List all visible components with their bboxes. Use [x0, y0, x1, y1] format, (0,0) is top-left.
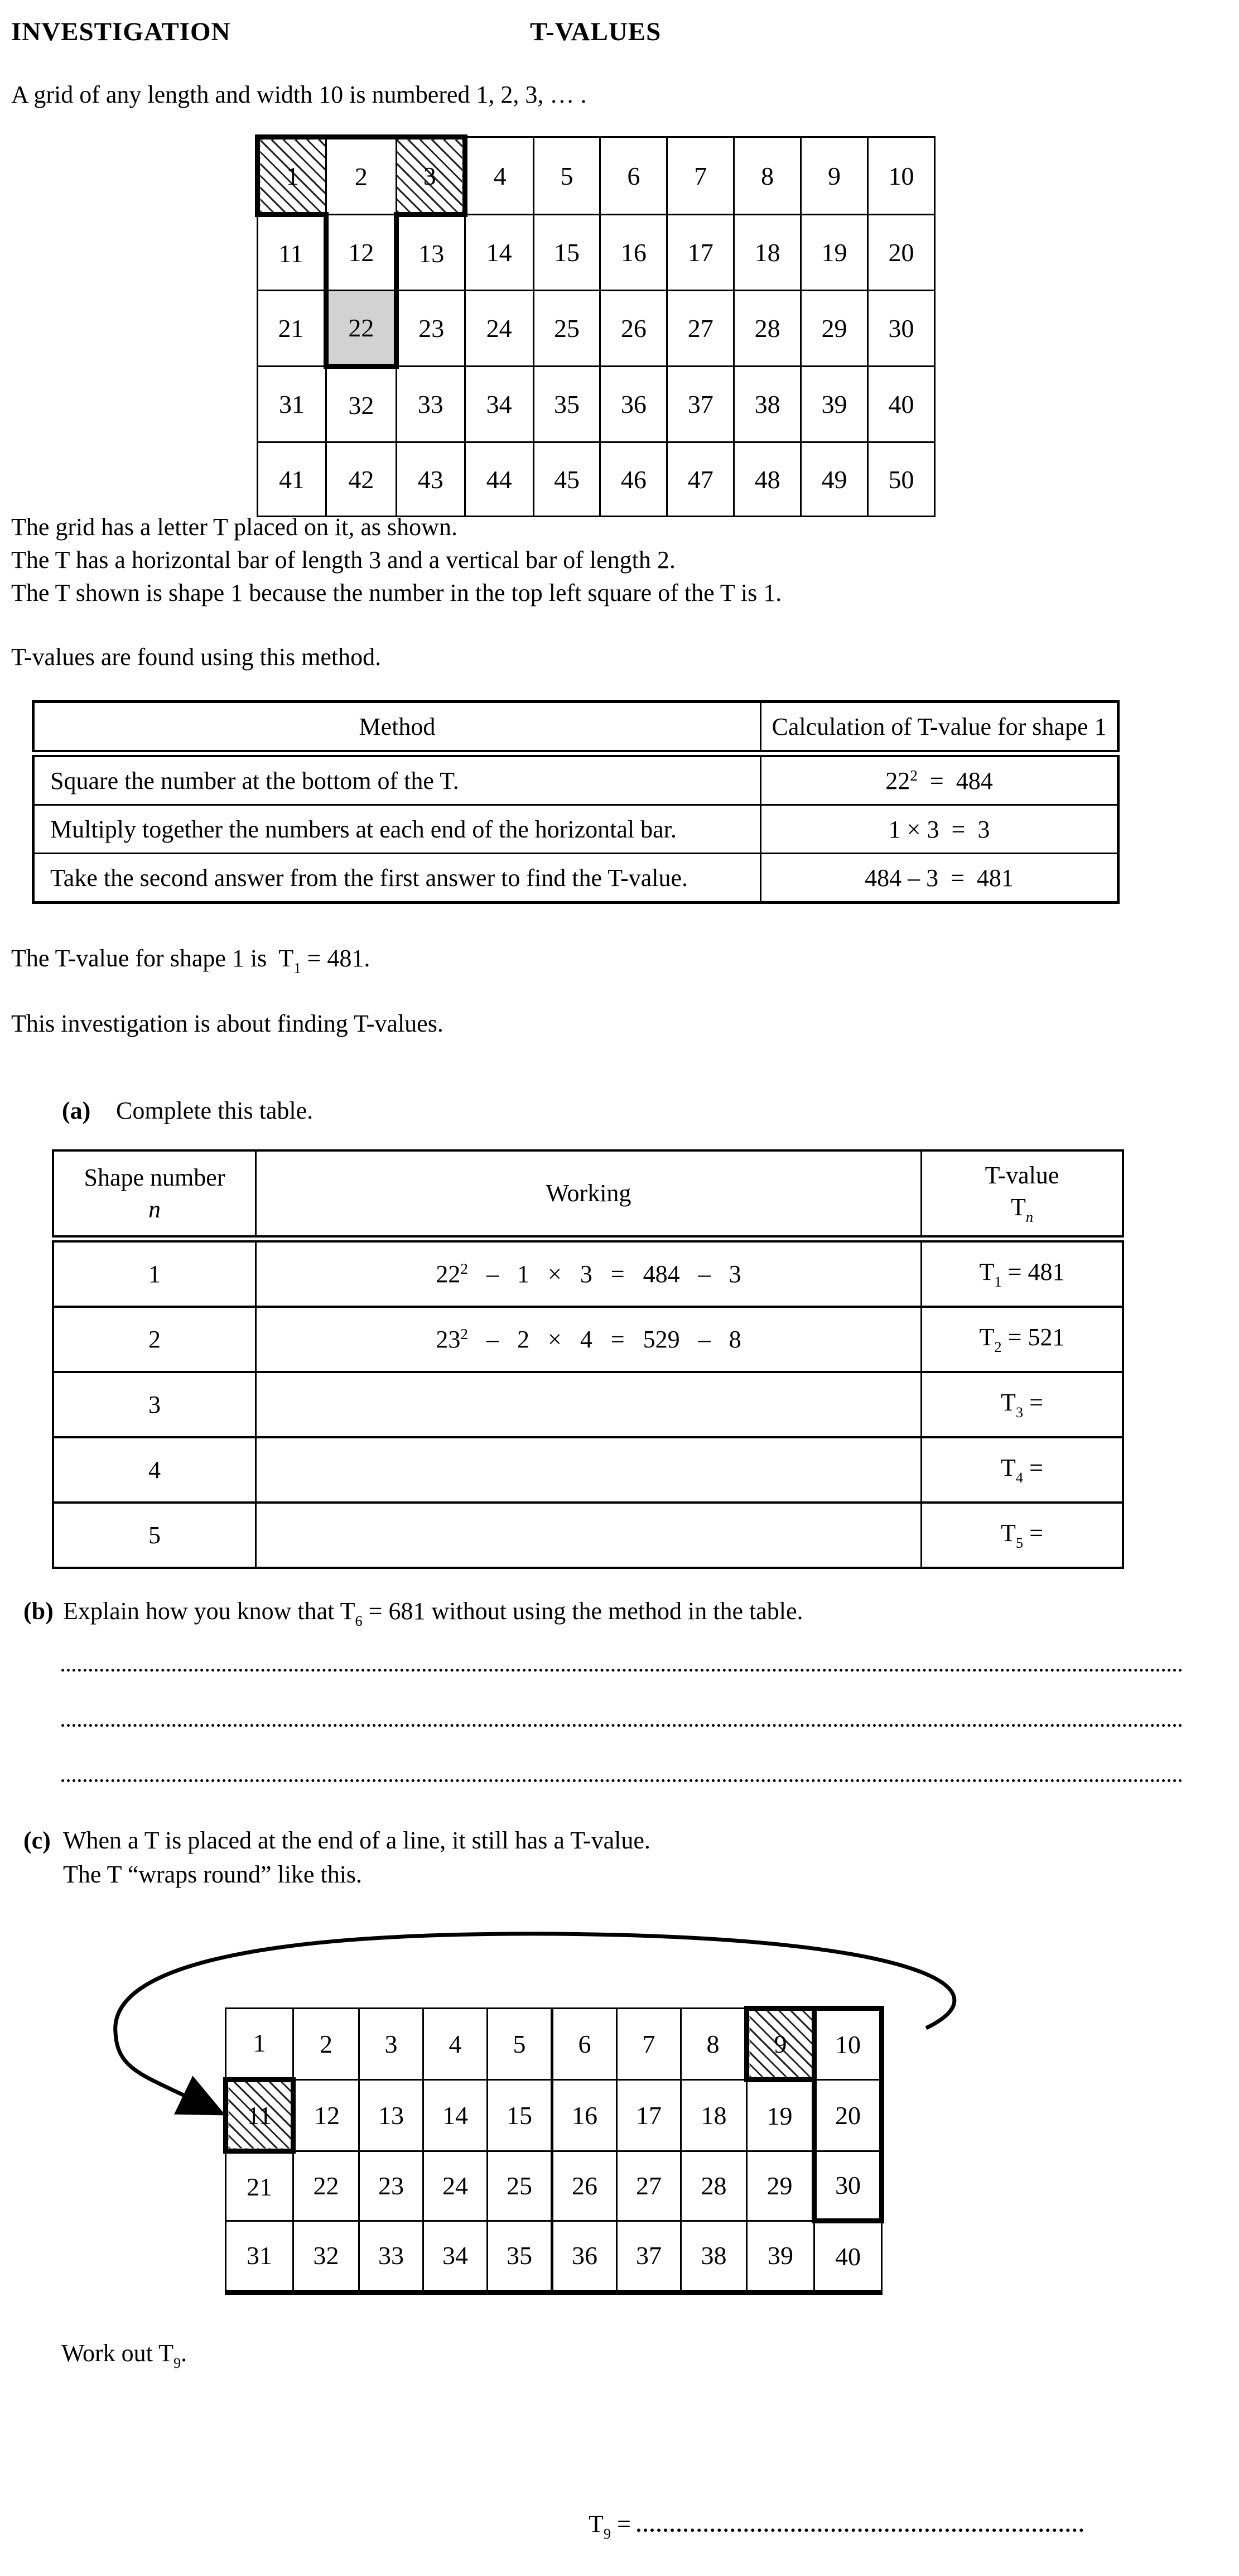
- method-table-row: [33, 754, 1119, 805]
- grid-cell-11: 11: [226, 2079, 293, 2151]
- t-value-5-blank[interactable]: [922, 1503, 1124, 1568]
- working-row-2: [53, 1307, 1123, 1372]
- para-line-2: The T has a horizontal bar of length 3 and a vertical bar of length 2.: [11, 546, 676, 574]
- grid-cell-18: 18: [734, 215, 801, 291]
- grid-cell-26: 26: [552, 2151, 617, 2221]
- grid-cell-20: 20: [867, 215, 934, 291]
- part-a-label: (a): [62, 1096, 91, 1124]
- grid-row: [226, 2221, 882, 2292]
- t9-equals: =: [611, 2510, 637, 2538]
- grid-cell-47: 47: [667, 442, 734, 517]
- work-out-t9: [61, 2339, 1239, 2372]
- working-3-blank[interactable]: [256, 1372, 922, 1437]
- calc-3-base: 484 – 3: [865, 864, 939, 892]
- grid-cell-34: 34: [423, 2221, 488, 2292]
- calc-1-exponent: 2: [910, 767, 918, 784]
- t-2-base: T: [979, 1323, 995, 1351]
- working-row-3: [53, 1372, 1123, 1437]
- working-1: [256, 1239, 922, 1307]
- header-n-symbol: n: [148, 1195, 161, 1223]
- header-tn-subscript: n: [1025, 1208, 1034, 1225]
- grid-cell-4: 4: [465, 137, 533, 215]
- answer-line-3[interactable]: [61, 1776, 1183, 1782]
- grid-cell-33: 33: [396, 367, 465, 442]
- grid-cell-13: 13: [359, 2079, 423, 2151]
- shape-number-5: 5: [53, 1503, 256, 1568]
- grid-cell-12: 12: [293, 2079, 359, 2151]
- working-2-exponent: 2: [460, 1325, 468, 1342]
- grid-cell-33: 33: [359, 2221, 423, 2292]
- grid-cell-7: 7: [667, 137, 734, 215]
- grid-cell-32: 32: [293, 2221, 359, 2292]
- grid-cell-12: 12: [326, 215, 396, 291]
- method-step-3: Take the second answer from the first answer to find the T-value.: [33, 854, 761, 903]
- part-c-line-2: The T “wraps round” like this.: [63, 1860, 363, 1888]
- grid-cell-39: 39: [747, 2221, 814, 2292]
- answer-line-1[interactable]: [61, 1665, 1183, 1672]
- working-row-4: [53, 1437, 1123, 1503]
- investigation-statement: This investigation is about finding T-values.: [11, 1009, 443, 1037]
- t-3-value: =: [1023, 1388, 1043, 1416]
- grid-cell-35: 35: [533, 367, 600, 442]
- t-description-paragraph: [11, 511, 1239, 609]
- part-b-heading: [23, 1597, 1239, 1630]
- header-tn-symbol: [922, 1193, 1122, 1226]
- grid-cell-24: 24: [465, 291, 533, 367]
- t1-value-statement: [11, 944, 1239, 977]
- grid-cell-44: 44: [465, 442, 533, 517]
- number-grid-1: [255, 134, 936, 517]
- grid-cell-10: 10: [814, 2008, 882, 2079]
- header-shape-number: [53, 1150, 256, 1239]
- t-3-base: T: [1001, 1388, 1016, 1416]
- grid-cell-32: 32: [326, 367, 396, 442]
- grid-cell-46: 46: [600, 442, 667, 517]
- header-shape-number-text: Shape number: [84, 1163, 225, 1191]
- t-5-value: =: [1023, 1519, 1043, 1547]
- t-1-value: = 481: [1001, 1258, 1065, 1285]
- grid-cell-21: 21: [226, 2151, 293, 2221]
- t-value-2: [922, 1307, 1124, 1372]
- t-5-base: T: [1001, 1519, 1016, 1547]
- grid-cell-5: 5: [533, 137, 600, 215]
- grid-cell-30: 30: [814, 2151, 882, 2221]
- grid-cell-23: 23: [359, 2151, 423, 2221]
- calc-step-2: [761, 805, 1119, 854]
- part-c-label: (c): [23, 1826, 51, 1854]
- method-step-2: Multiply together the numbers at each end of the horizontal bar.: [33, 805, 761, 854]
- grid-cell-23: 23: [396, 291, 465, 367]
- t1-statement-text: The T-value for shape 1 is T: [11, 945, 294, 972]
- grid-cell-21: 21: [258, 291, 326, 367]
- working-2-rest: – 2 × 4 = 529 – 8: [468, 1325, 741, 1353]
- grid-row: [258, 291, 935, 367]
- title-t-values: T-VALUES: [530, 17, 662, 46]
- grid-cell-20: 20: [814, 2079, 882, 2151]
- shape-number-3: 3: [53, 1372, 256, 1437]
- grid-cell-37: 37: [617, 2221, 681, 2292]
- t-value-1: [922, 1239, 1124, 1307]
- grid-row: [226, 2151, 882, 2221]
- t-value-3-blank[interactable]: [922, 1372, 1124, 1437]
- grid-cell-42: 42: [326, 442, 396, 517]
- grid-cell-34: 34: [465, 367, 533, 442]
- intro-text: A grid of any length and width 10 is numbered 1, 2, 3, … .: [11, 81, 587, 108]
- shape-number-2: 2: [53, 1307, 256, 1372]
- grid-cell-8: 8: [681, 2008, 747, 2079]
- grid-cell-50: 50: [867, 442, 934, 517]
- working-2-base: 23: [436, 1325, 461, 1353]
- grid-cell-28: 28: [681, 2151, 747, 2221]
- t-2-value: = 521: [1001, 1323, 1065, 1351]
- method-table-header-method: Method: [33, 702, 761, 754]
- header-t-value-text: T-value: [985, 1161, 1059, 1189]
- grid-cell-18: 18: [681, 2079, 747, 2151]
- t-1-subscript: 1: [994, 1273, 1002, 1290]
- grid-row: [258, 442, 935, 517]
- grid-cell-4: 4: [423, 2008, 488, 2079]
- grid-cell-22: 22: [293, 2151, 359, 2221]
- header-tn-base: T: [1010, 1193, 1026, 1221]
- grid-cell-16: 16: [600, 215, 667, 291]
- method-intro-text: T-values are found using this method.: [11, 643, 382, 671]
- header-working: Working: [256, 1150, 922, 1239]
- grid-cell-37: 37: [667, 367, 734, 442]
- header-t-value: [922, 1150, 1124, 1239]
- grid-cell-39: 39: [801, 367, 868, 442]
- para-line-3: The T shown is shape 1 because the number in the top left square of the T is 1.: [11, 579, 782, 606]
- grid-cell-38: 38: [734, 367, 801, 442]
- part-b-label: (b): [23, 1597, 54, 1625]
- calc-1-result: = 484: [917, 767, 993, 795]
- grid-cell-5: 5: [488, 2008, 552, 2079]
- grid-cell-49: 49: [801, 442, 868, 517]
- grid-cell-22: 22: [326, 291, 396, 367]
- grid-cell-1: 1: [258, 137, 326, 215]
- calc-2-result: = 3: [939, 815, 990, 843]
- shape-number-1: 1: [53, 1239, 256, 1307]
- grid-row: [258, 215, 935, 291]
- grid-cell-3: 3: [359, 2008, 423, 2079]
- grid-cell-17: 17: [667, 215, 734, 291]
- grid-row: [258, 137, 935, 215]
- grid-cell-8: 8: [734, 137, 801, 215]
- part-c-line-1: When a T is placed at the end of a line, it still has a T-value.: [63, 1826, 650, 1854]
- grid-cell-6: 6: [600, 137, 667, 215]
- grid1-clip-region: [255, 134, 936, 494]
- grid-cell-31: 31: [226, 2221, 293, 2292]
- t-4-subscript: 4: [1015, 1468, 1024, 1486]
- grid-cell-14: 14: [465, 215, 533, 291]
- working-table: [52, 1149, 1124, 1569]
- part-c-text: [63, 1823, 650, 1891]
- para-line-1: The grid has a letter T placed on it, as shown.: [11, 513, 457, 541]
- t9-answer-line: [589, 2510, 1083, 2543]
- grid-cell-35: 35: [488, 2221, 552, 2292]
- t9-answer-blank[interactable]: [637, 2510, 1083, 2532]
- calc-2-base: 1 × 3: [888, 815, 939, 843]
- grid-cell-38: 38: [681, 2221, 747, 2292]
- working-row-1: [53, 1239, 1123, 1307]
- grid-cell-3: 3: [396, 137, 465, 215]
- grid-cell-36: 36: [600, 367, 667, 442]
- grid-cell-30: 30: [867, 291, 934, 367]
- method-table-row: [33, 805, 1119, 854]
- grid-cell-24: 24: [423, 2151, 488, 2221]
- working-row-5: [53, 1503, 1123, 1568]
- part-b-text-pre: Explain how you know that T: [63, 1597, 355, 1625]
- calc-step-1: [761, 754, 1119, 805]
- calc-3-result: = 481: [938, 864, 1014, 892]
- working-table-header-row: [53, 1150, 1123, 1239]
- grid-cell-7: 7: [617, 2008, 681, 2079]
- method-table-header-row: [33, 702, 1119, 754]
- work-out-period: .: [181, 2339, 187, 2367]
- grid-cell-25: 25: [533, 291, 600, 367]
- calc-step-3: [761, 854, 1119, 903]
- method-table: [32, 700, 1120, 904]
- grid-cell-15: 15: [488, 2079, 552, 2151]
- grid-cell-25: 25: [488, 2151, 552, 2221]
- grid-cell-28: 28: [734, 291, 801, 367]
- grid-row: [226, 2008, 882, 2079]
- grid-cell-17: 17: [617, 2079, 681, 2151]
- work-out-subscript: 9: [173, 2354, 181, 2371]
- part-b-text: [63, 1597, 803, 1630]
- working-1-rest: – 1 × 3 = 484 – 3: [468, 1260, 741, 1288]
- t-3-subscript: 3: [1015, 1403, 1024, 1421]
- calc-1-base: 22: [885, 767, 910, 795]
- t-2-subscript: 2: [994, 1338, 1002, 1355]
- grid-cell-29: 29: [747, 2151, 814, 2221]
- grid-cell-19: 19: [801, 215, 868, 291]
- t-value-4-blank[interactable]: [922, 1437, 1124, 1503]
- grid-cell-29: 29: [801, 291, 868, 367]
- grid-row: [226, 2079, 882, 2151]
- working-1-exponent: 2: [460, 1260, 468, 1277]
- part-b-t6-subscript: 6: [355, 1612, 363, 1629]
- grid-cell-41: 41: [258, 442, 326, 517]
- grid-cell-2: 2: [293, 2008, 359, 2079]
- part-b-text-post: = 681 without using the method in the table.: [362, 1597, 803, 1625]
- grid-cell-1: 1: [226, 2008, 293, 2079]
- t9-subscript: 9: [603, 2525, 611, 2542]
- number-grid-2: [223, 2006, 884, 2295]
- method-table-header-calc: Calculation of T-value for shape 1: [761, 702, 1119, 754]
- wrap-round-figure: [11, 1907, 1239, 2298]
- working-2: [256, 1307, 922, 1372]
- grid-cell-10: 10: [867, 137, 934, 215]
- method-table-row: [33, 854, 1119, 903]
- grid-cell-14: 14: [423, 2079, 488, 2151]
- grid-cell-9: 9: [747, 2008, 814, 2079]
- grid-cell-13: 13: [396, 215, 465, 291]
- t-4-value: =: [1023, 1453, 1043, 1481]
- grid-row: [258, 367, 935, 442]
- working-1-base: 22: [436, 1260, 461, 1288]
- t-4-base: T: [1001, 1453, 1016, 1481]
- answer-line-2[interactable]: [61, 1721, 1183, 1727]
- grid-cell-15: 15: [533, 215, 600, 291]
- working-4-blank[interactable]: [256, 1437, 922, 1503]
- t1-value: = 481.: [301, 945, 370, 972]
- grid-cell-19: 19: [747, 2079, 814, 2151]
- t1-subscript: 1: [293, 959, 301, 976]
- grid-cell-26: 26: [600, 291, 667, 367]
- t-1-base: T: [979, 1258, 995, 1285]
- t-5-subscript: 5: [1015, 1534, 1024, 1551]
- grid-cell-27: 27: [617, 2151, 681, 2221]
- grid-cell-11: 11: [258, 215, 326, 291]
- grid-cell-43: 43: [396, 442, 465, 517]
- part-a-text: Complete this table.: [116, 1096, 314, 1124]
- grid-cell-9: 9: [801, 137, 868, 215]
- shape-number-4: 4: [53, 1437, 256, 1503]
- title-investigation: INVESTIGATION: [11, 17, 231, 46]
- grid-cell-16: 16: [552, 2079, 617, 2151]
- grid-cell-27: 27: [667, 291, 734, 367]
- method-step-1: Square the number at the bottom of the T.: [33, 754, 761, 805]
- t9-base: T: [589, 2510, 604, 2538]
- grid-cell-48: 48: [734, 442, 801, 517]
- grid-cell-40: 40: [867, 367, 934, 442]
- grid-cell-45: 45: [533, 442, 600, 517]
- grid-cell-6: 6: [552, 2008, 617, 2079]
- work-out-text: Work out T: [61, 2339, 173, 2367]
- grid-cell-40: 40: [814, 2221, 882, 2292]
- grid-cell-31: 31: [258, 367, 326, 442]
- part-a-heading: [62, 1096, 1239, 1125]
- grid-cell-36: 36: [552, 2221, 617, 2292]
- part-c-heading: [23, 1823, 1239, 1891]
- working-5-blank[interactable]: [256, 1503, 922, 1568]
- document-header: [11, 17, 1239, 51]
- grid-cell-2: 2: [326, 137, 396, 215]
